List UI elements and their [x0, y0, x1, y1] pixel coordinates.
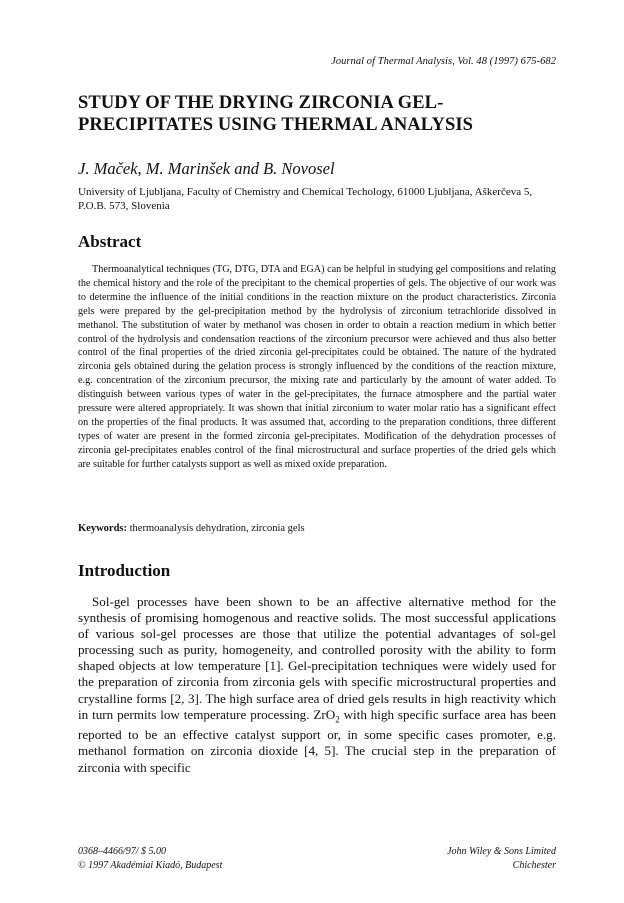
article-title: STUDY OF THE DRYING ZIRCONIA GEL-PRECIPITATES USING THERMAL ANALYSIS	[78, 93, 474, 135]
footer-right	[447, 845, 556, 873]
keywords-list: thermoanalysis dehydration, zirconia gels	[129, 523, 305, 534]
publisher: John Wiley & Sons Limited	[447, 846, 556, 857]
abstract-text: Thermoanalytical techniques (TG, DTG, DTA and EGA) can be helpful in studying gel compositions and relating the chemical history and the role of the precipitant to the chemical properties of gels. The objective of our work was to determine the influence of the initial conditions in the reaction mixture on the product characteristics. Zirconia gels were prepared by the gel-precipitation method by the hydrolysis of zirconium tetrachloride dissolved in methanol. The substitution of water by methanol was chosen in order to obtain a reaction medium in which better control of the hydrolysis and condensation reactions of the zirconium precursor were achieved and thus also better control of the final properties of the dried zirconia gel-precipitates could be obtained. The nature of the hydrated zirconia gels obtained during the gelation process is strongly influenced by the conditions of the reaction mixture, e.g. concentration of the zirconium precursor, the mixing rate and particularly by the amount of water added. To distinguish between various types of water in the gel-precipitates, the furnace atmosphere and the partial water pressure were altered appropriately. It was shown that initial zirconium to water molar ratio has a significant effect on the properties of the final products. It was assumed that, according to the preparation conditions, three different types of water are present in the formed zirconia gel-precipitates. Modification of the dehydration processes of zirconia gel-precipitates enables control of the final microstructural and surface properties of the dried gels which are suitable for further catalysts support as well as mixed oxide preparation.	[78, 264, 556, 470]
authors: J. Maček, M. Marinšek and B. Novosel	[78, 159, 335, 178]
introduction-text-part-1: Sol-gel processes have been shown to be an affective alternative method for the synthesis of promising homogenous and reactive solids. The most successful applications of various sol-gel processes are those that utilize the potential advantages of sol-gel processing such as purity, homogeneity, and controlled porosity with the ability to form shaped objects at low temperature [1]. Gel-precipitation techniques were widely used for the preparation of zirconia from zirconia gels with specific microstructural properties and crystalline forms [2, 3]. The high surface area of dried gels results in high reactivity which in turn permits low temperature processing.	[78, 594, 556, 722]
formula-base: ZrO	[313, 706, 336, 722]
publisher-city: Chichester	[512, 860, 556, 871]
introduction-text	[78, 594, 556, 776]
keywords	[78, 523, 305, 534]
issn-price: 0368–4466/97/ $ 5.00	[78, 846, 167, 857]
affiliation: University of Ljubljana, Faculty of Chemistry and Chemical Techology, 61000 Ljubljana, Aškerčeva 5, P.O.B. 573, Slovenia	[78, 186, 533, 212]
introduction-text-part-2: with high specific surface area has been reported to be an effective catalyst support or, in some specific cases promoter, e.g. methanol formation on zirconia dioxide [4, 5]. The crucial step in the preparation of zirconia with specific	[78, 706, 556, 775]
footer-left	[78, 845, 222, 873]
keywords-label: Keywords:	[78, 523, 127, 534]
copyright: © 1997 Akadémiai Kiadó, Budapest	[78, 860, 223, 871]
zro2-formula	[313, 706, 340, 725]
formula-subscript: 2	[335, 714, 340, 725]
introduction-heading: Introduction	[78, 561, 171, 580]
abstract-heading: Abstract	[78, 232, 142, 251]
paper-page	[78, 0, 556, 903]
journal-header: Journal of Thermal Analysis, Vol. 48 (1997) 675-682	[331, 56, 556, 67]
